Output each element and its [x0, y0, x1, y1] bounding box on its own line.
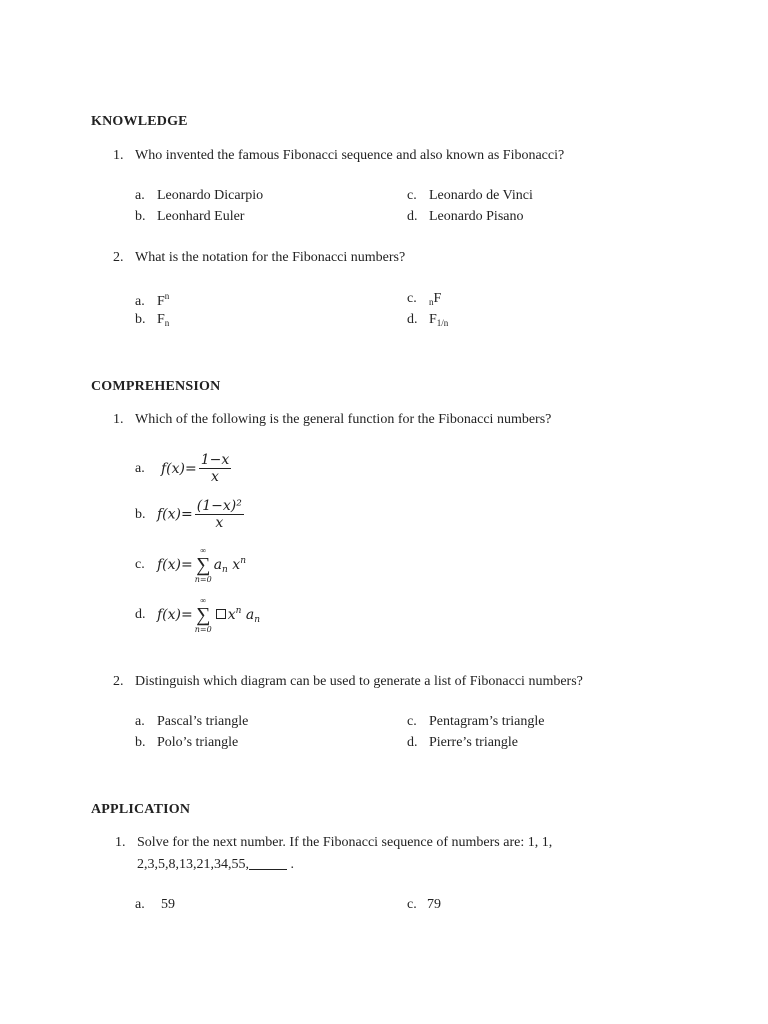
option-a	[135, 291, 169, 310]
option-text: Pentagram’s triangle	[429, 714, 545, 729]
fraction-numerator: 1−x	[200, 452, 230, 468]
option-d	[407, 735, 518, 751]
option-d	[135, 596, 260, 634]
option-a	[135, 452, 231, 485]
question-text: Distinguish which diagram can be used to generate a list of Fibonacci numbers?	[135, 674, 583, 689]
summation-upper-limit: ∞	[200, 596, 207, 605]
option-text: Pascal’s triangle	[157, 714, 249, 729]
option-letter: c.	[407, 291, 417, 306]
variable: x	[227, 606, 236, 623]
summation-upper-limit: ∞	[200, 546, 207, 555]
section-heading-comprehension: COMPREHENSION	[91, 379, 221, 394]
summation-sign	[195, 596, 212, 634]
notation-subscript: n	[164, 318, 170, 328]
notation-base: F	[429, 312, 437, 327]
option-text: Leonardo Pisano	[429, 209, 524, 224]
option-c	[135, 546, 246, 584]
option-letter: c.	[407, 897, 417, 912]
option-c	[407, 897, 441, 913]
question-number: 1.	[113, 412, 124, 427]
question-number: 2.	[113, 674, 124, 689]
sequence-end: .	[287, 857, 294, 872]
option-b	[135, 498, 244, 531]
question-text: What is the notation for the Fibonacci numbers?	[135, 250, 406, 265]
option-letter: b.	[135, 209, 146, 224]
option-letter: b.	[135, 735, 146, 750]
coefficient: a	[213, 556, 223, 573]
sigma-symbol: ∑	[196, 554, 211, 576]
coefficient-subscript: n	[254, 614, 260, 625]
option-letter: d.	[407, 312, 418, 327]
formula-term	[214, 557, 246, 573]
option-letter: d.	[135, 607, 146, 622]
fraction	[199, 452, 232, 485]
option-b	[135, 312, 169, 328]
notation-base: F	[433, 291, 442, 306]
answer-blank[interactable]	[249, 857, 287, 870]
sequence-text: 2,3,5,8,13,21,34,55,	[137, 857, 249, 872]
section-heading-knowledge: KNOWLEDGE	[91, 114, 188, 129]
question-knowledge-1	[113, 148, 564, 164]
question-knowledge-2	[113, 250, 405, 266]
formula-lhs: f(x)=	[157, 557, 193, 573]
missing-glyph-box-icon	[216, 609, 226, 619]
option-text: Leonardo de Vinci	[429, 188, 533, 203]
option-letter: c.	[407, 188, 417, 203]
summation-sign	[195, 546, 212, 584]
question-text-line1: Solve for the next number. If the Fibonacci sequence of numbers are: 1, 1,	[137, 835, 553, 850]
formula-term	[214, 607, 260, 623]
formula-lhs: f(x)=	[157, 607, 193, 623]
option-b	[135, 735, 238, 751]
formula-lhs: f(x)=	[157, 506, 193, 523]
question-number: 1.	[113, 148, 124, 163]
option-d	[407, 209, 523, 225]
option-d	[407, 312, 448, 328]
coefficient-subscript: n	[222, 564, 228, 575]
question-text: Who invented the famous Fibonacci sequence and also known as Fibonacci?	[135, 148, 565, 163]
notation-base: F	[157, 294, 165, 309]
question-comprehension-1	[113, 412, 551, 428]
option-a	[135, 714, 248, 730]
fraction-denominator: x	[211, 469, 219, 485]
notation-base: F	[157, 312, 165, 327]
option-letter: c.	[135, 557, 145, 572]
option-letter: c.	[407, 714, 417, 729]
notation-subscript: 1/n	[436, 318, 449, 328]
coefficient: a	[245, 606, 255, 623]
option-c	[407, 188, 533, 204]
question-application-1-line2	[137, 857, 294, 873]
option-letter: a.	[135, 188, 145, 203]
option-letter: a.	[135, 714, 145, 729]
option-text: 59	[161, 897, 175, 912]
sigma-symbol: ∑	[196, 604, 211, 626]
option-letter: a.	[135, 460, 145, 476]
option-letter: d.	[407, 735, 418, 750]
option-text: 79	[427, 897, 441, 912]
exponent: n	[240, 555, 246, 566]
summation-lower-limit: n=0	[194, 625, 212, 634]
question-application-1	[115, 835, 552, 851]
option-text: Polo’s triangle	[157, 735, 239, 750]
option-text: Leonhard Euler	[157, 209, 245, 224]
summation-lower-limit: n=0	[194, 575, 212, 584]
question-text: Which of the following is the general function for the Fibonacci numbers?	[135, 412, 552, 427]
question-comprehension-2	[113, 674, 583, 690]
notation-pre-subscript: n	[429, 297, 434, 307]
option-letter: d.	[407, 209, 418, 224]
option-a	[135, 897, 175, 913]
question-number: 2.	[113, 250, 124, 265]
fraction-denominator: x	[215, 515, 224, 531]
option-letter: b.	[135, 506, 146, 522]
option-letter: a.	[135, 294, 145, 309]
section-heading-application: APPLICATION	[91, 802, 191, 817]
variable: x	[232, 556, 241, 573]
option-text: Pierre’s triangle	[429, 735, 519, 750]
option-a	[135, 188, 263, 204]
exponent: n	[235, 605, 242, 616]
fraction	[195, 498, 244, 531]
fraction-numerator: (1−x)²	[196, 498, 242, 514]
option-c	[407, 714, 544, 730]
option-letter: b.	[135, 312, 146, 327]
notation-superscript: n	[164, 291, 170, 301]
option-text: Leonardo Dicarpio	[157, 188, 264, 203]
formula-lhs: f(x)=	[161, 460, 197, 477]
option-c	[407, 291, 441, 307]
question-number: 1.	[115, 835, 126, 850]
option-b	[135, 209, 244, 225]
option-letter: a.	[135, 897, 145, 912]
